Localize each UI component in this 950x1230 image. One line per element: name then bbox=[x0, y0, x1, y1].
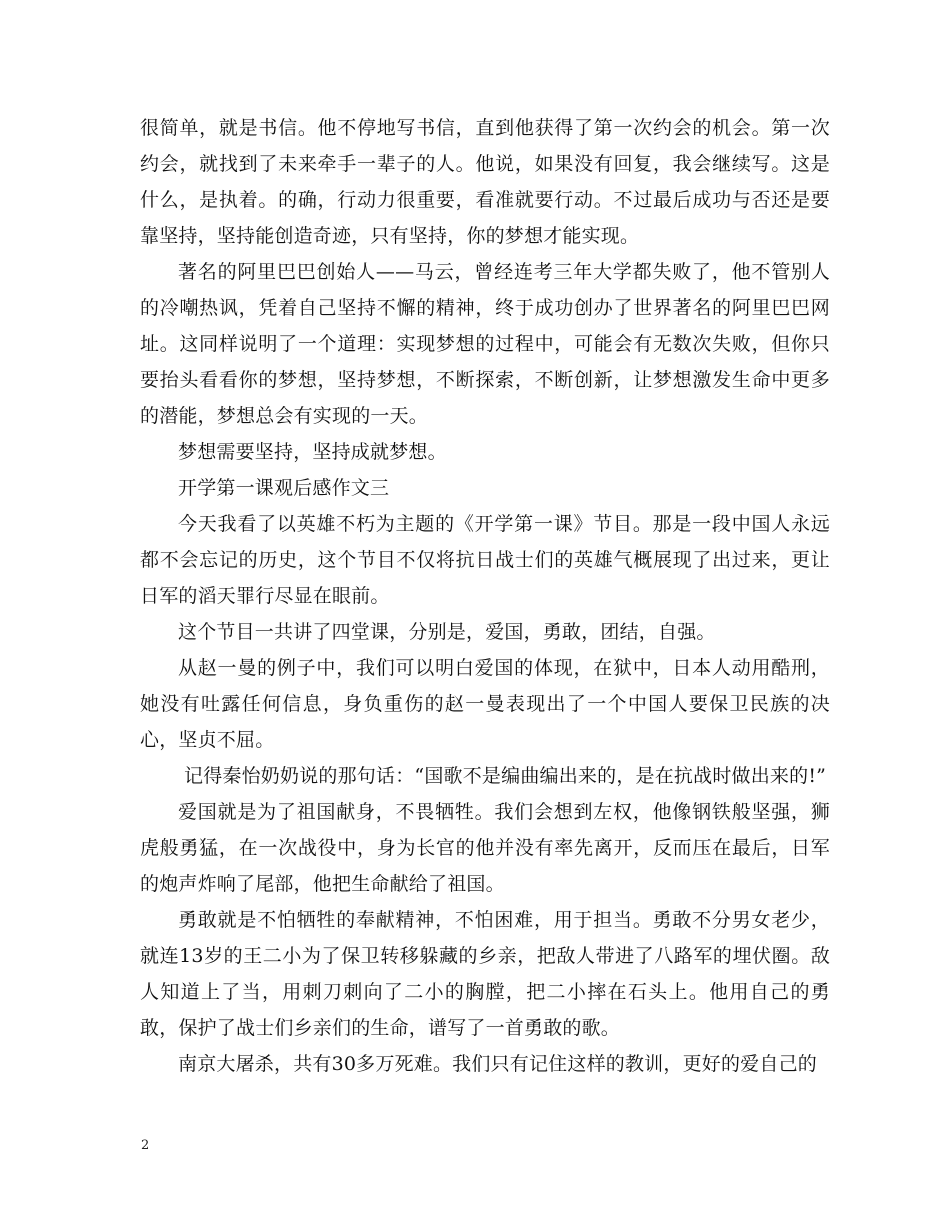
paragraph-dream-persistence: 梦想需要坚持，坚持成就梦想。 bbox=[178, 441, 447, 463]
paragraph-qin-yi-quote: 记得秦怡奶奶说的那句话：“国歌不是编曲编出来的，是在抗战时做出来的!” bbox=[184, 765, 827, 787]
document-body bbox=[140, 110, 830, 1082]
paragraph-wang-erxiao: 勇敢就是不怕牺牲的奉献精神，不怕困难，用于担当。勇敢不分男女老少，就连13岁的王二小为了保卫转移躲藏的乡亲，把敌人带进了八路军的埋伏圈。敌人知道上了当，用刺刀刺向了二小的胸膛，把二小摔在石头上。他用自己的勇敢，保护了战士们乡亲们的生命，谱写了一首勇敢的歌。 bbox=[140, 909, 830, 1039]
page-number: 2 bbox=[141, 1138, 150, 1153]
paragraph-zhao-yiman: 从赵一曼的例子中，我们可以明白爱国的体现，在狱中，日本人动用酷刑，她没有吐露任何信息，身负重伤的赵一曼表现出了一个中国人要保卫民族的决心，坚贞不屈。 bbox=[140, 657, 830, 751]
paragraph-four-lessons: 这个节目一共讲了四堂课，分别是，爱国，勇敢，团结，自强。 bbox=[178, 621, 716, 643]
paragraph-continued: 很简单，就是书信。他不停地写书信，直到他获得了第一次约会的机会。第一次约会，就找到了未来牵手一辈子的人。他说，如果没有回复，我会继续写。这是什么，是执着。的确，行动力很重要，看准就要行动。不过最后成功与否还是要靠坚持，坚持能创造奇迹，只有坚持，你的梦想才能实现。 bbox=[140, 117, 830, 247]
paragraph-nanjing: 南京大屠杀，共有30多万死难。我们只有记住这样的教训，更好的爱自己的 bbox=[178, 1053, 817, 1075]
paragraph-zuo-quan: 爱国就是为了祖国献身，不畏牺牲。我们会想到左权，他像钢铁般坚强，狮虎般勇猛，在一次战役中，身为长官的他并没有率先离开，反而压在最后，日军的炮声炸响了尾部，他把生命献给了祖国。 bbox=[140, 801, 830, 895]
paragraph-ma-yun: 著名的阿里巴巴创始人——马云，曾经连考三年大学都失败了，他不管别人的冷嘲热讽，凭着自己坚持不懈的精神，终于成功创办了世界著名的阿里巴巴网址。这同样说明了一个道理：实现梦想的过程中，可能会有无数次失败，但你只要抬头看看你的梦想，坚持梦想，不断探索，不断创新，让梦想激发生命中更多的潜能，梦想总会有实现的一天。 bbox=[140, 261, 830, 427]
paragraph-program-intro: 今天我看了以英雄不朽为主题的《开学第一课》节目。那是一段中国人永远都不会忘记的历史，这个节目不仅将抗日战士们的英雄气概展现了出过来，更让日军的滔天罪行尽显在眼前。 bbox=[140, 513, 830, 607]
section-heading: 开学第一课观后感作文三 bbox=[178, 477, 390, 499]
